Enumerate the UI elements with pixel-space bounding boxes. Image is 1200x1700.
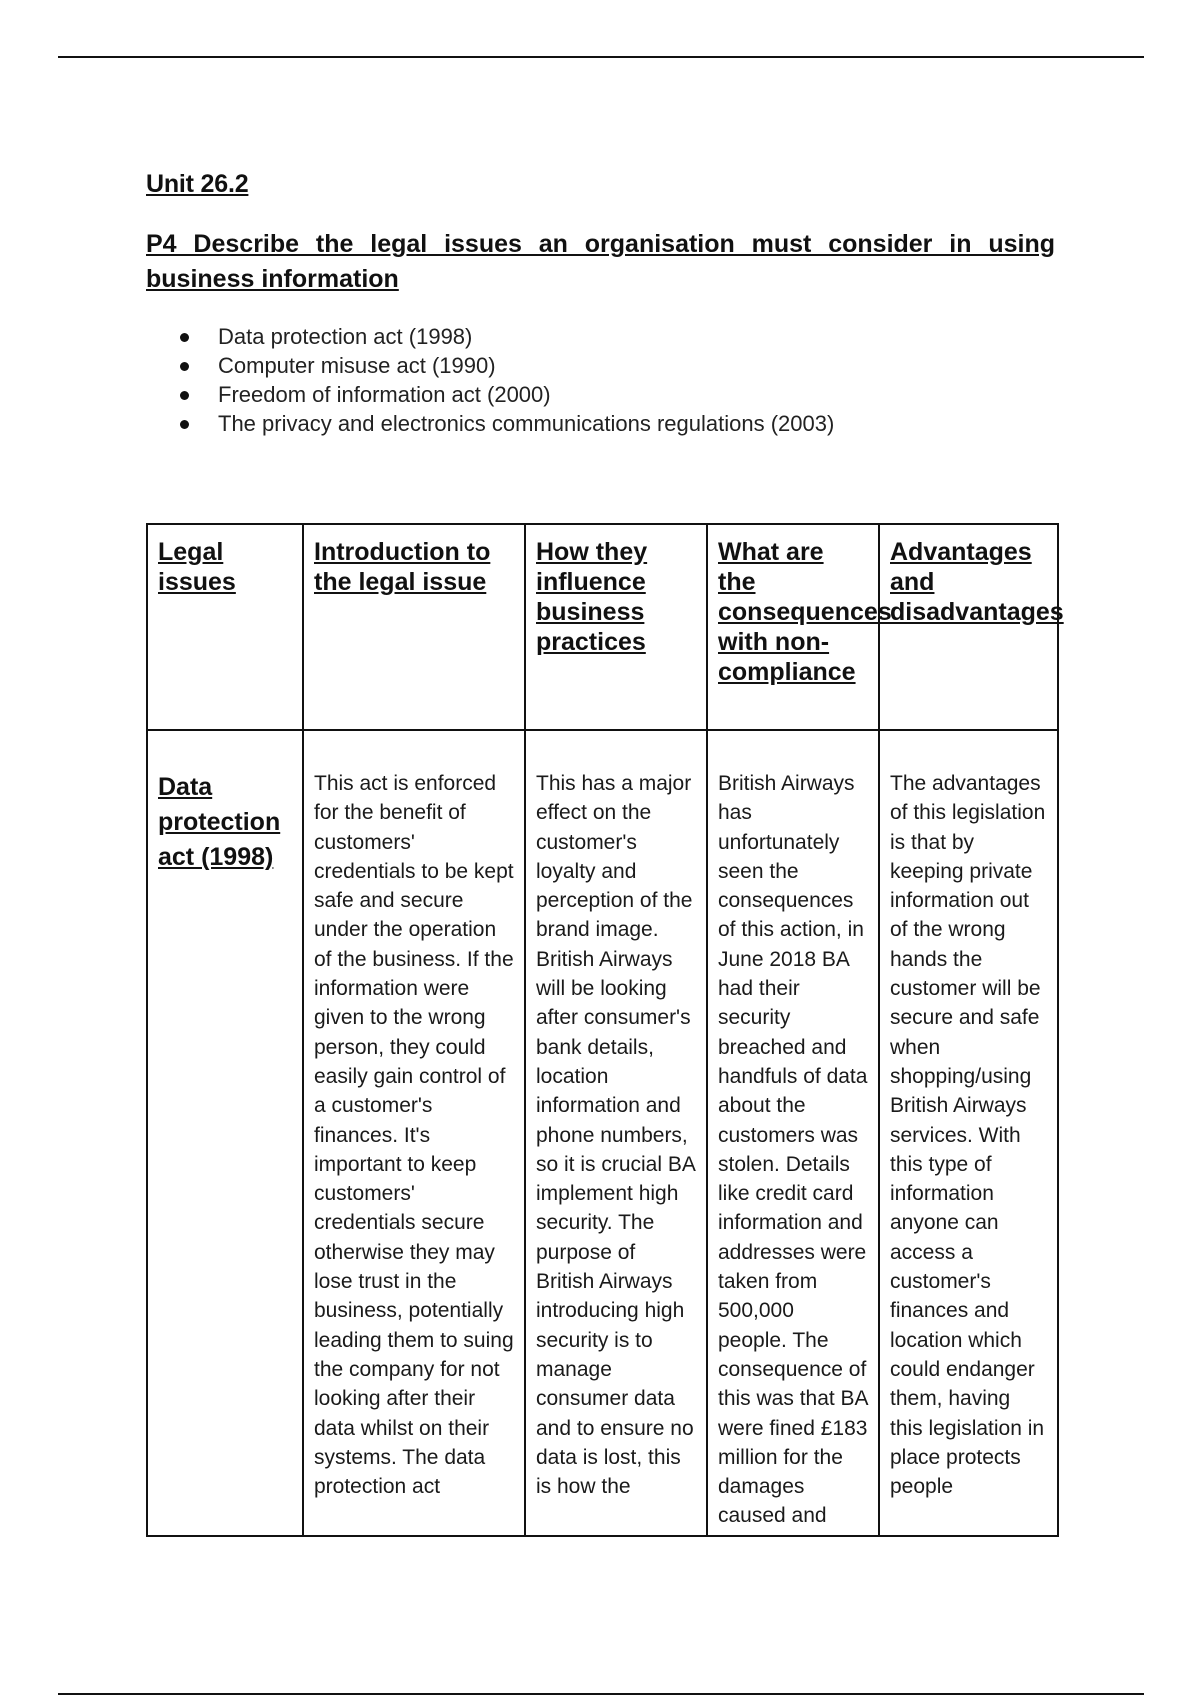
cell-introduction xyxy=(303,730,525,1536)
header-influence: How they influence business practices xyxy=(525,524,707,730)
list-item xyxy=(146,322,834,351)
advantages-text: The advantages of this legislation is that by keeping private information out of the wrong hands the customer will be secure and safe when shopping/using British Airways services. With this type of information anyone can access a customer's finances and location which could endanger them, having this legislation in place protects people xyxy=(890,772,1046,1499)
bullet-icon xyxy=(180,333,189,342)
cell-influence xyxy=(525,730,707,1536)
header-advantages: Advantages and disadvantages xyxy=(879,524,1058,730)
legislation-list xyxy=(146,322,834,438)
list-item-text: Freedom of information act (2000) xyxy=(218,382,551,407)
cell-advantages xyxy=(879,730,1058,1536)
bullet-icon xyxy=(180,420,189,429)
top-rule xyxy=(58,56,1144,58)
header-legal-issues: Legal issues xyxy=(147,524,303,730)
task-heading: P4 Describe the legal issues an organisation must consider in using business information xyxy=(146,230,1055,293)
bottom-rule xyxy=(58,1693,1144,1695)
header-introduction: Introduction to the legal issue xyxy=(303,524,525,730)
legal-issues-table xyxy=(146,523,1064,1537)
table-header-row xyxy=(147,524,1058,730)
list-item-text: The privacy and electronics communications regulations (2003) xyxy=(218,411,835,436)
unit-title: Unit 26.2 xyxy=(146,170,249,198)
cell-consequences xyxy=(707,730,879,1536)
cell-legal-issue xyxy=(147,730,303,1536)
list-item-text: Computer misuse act (1990) xyxy=(218,353,496,378)
list-item xyxy=(146,409,834,438)
table-row xyxy=(147,730,1058,1536)
header-consequences: What are the consequences with non-compliance xyxy=(707,524,879,730)
bullet-icon xyxy=(180,391,189,400)
row-label: Data protection act (1998) xyxy=(158,773,281,871)
list-item-text: Data protection act (1998) xyxy=(218,324,473,349)
list-item xyxy=(146,351,834,380)
influence-text: This has a major effect on the customer's loyalty and perception of the brand image. British Airways will be looking after consumer's bank details, location information and phone numbers, so it is crucial BA implement high security. The purpose of British Airways introducing high security is to manage consumer data and to ensure no data is lost, this is how the xyxy=(536,772,695,1499)
list-item xyxy=(146,380,834,409)
introduction-text: This act is enforced for the benefit of customers' credentials to be kept safe and secure under the operation of the business. If the information were given to the wrong person, they could easily gain control of a customer's finances. It's important to keep customers' credentials secure otherwise they may lose trust in the business, potentially leading them to suing the company for not looking after their data whilst on their systems. The data protection act xyxy=(314,772,514,1499)
bullet-icon xyxy=(180,362,189,371)
consequences-text: British Airways has unfortunately seen the consequences of this action, in June 2018 BA had their security breached and handfuls of data about the customers was stolen. Details like credit card information and addresses were taken from 500,000 people. The consequence of this was that BA were fined £183 million for the damages caused and xyxy=(718,772,868,1528)
